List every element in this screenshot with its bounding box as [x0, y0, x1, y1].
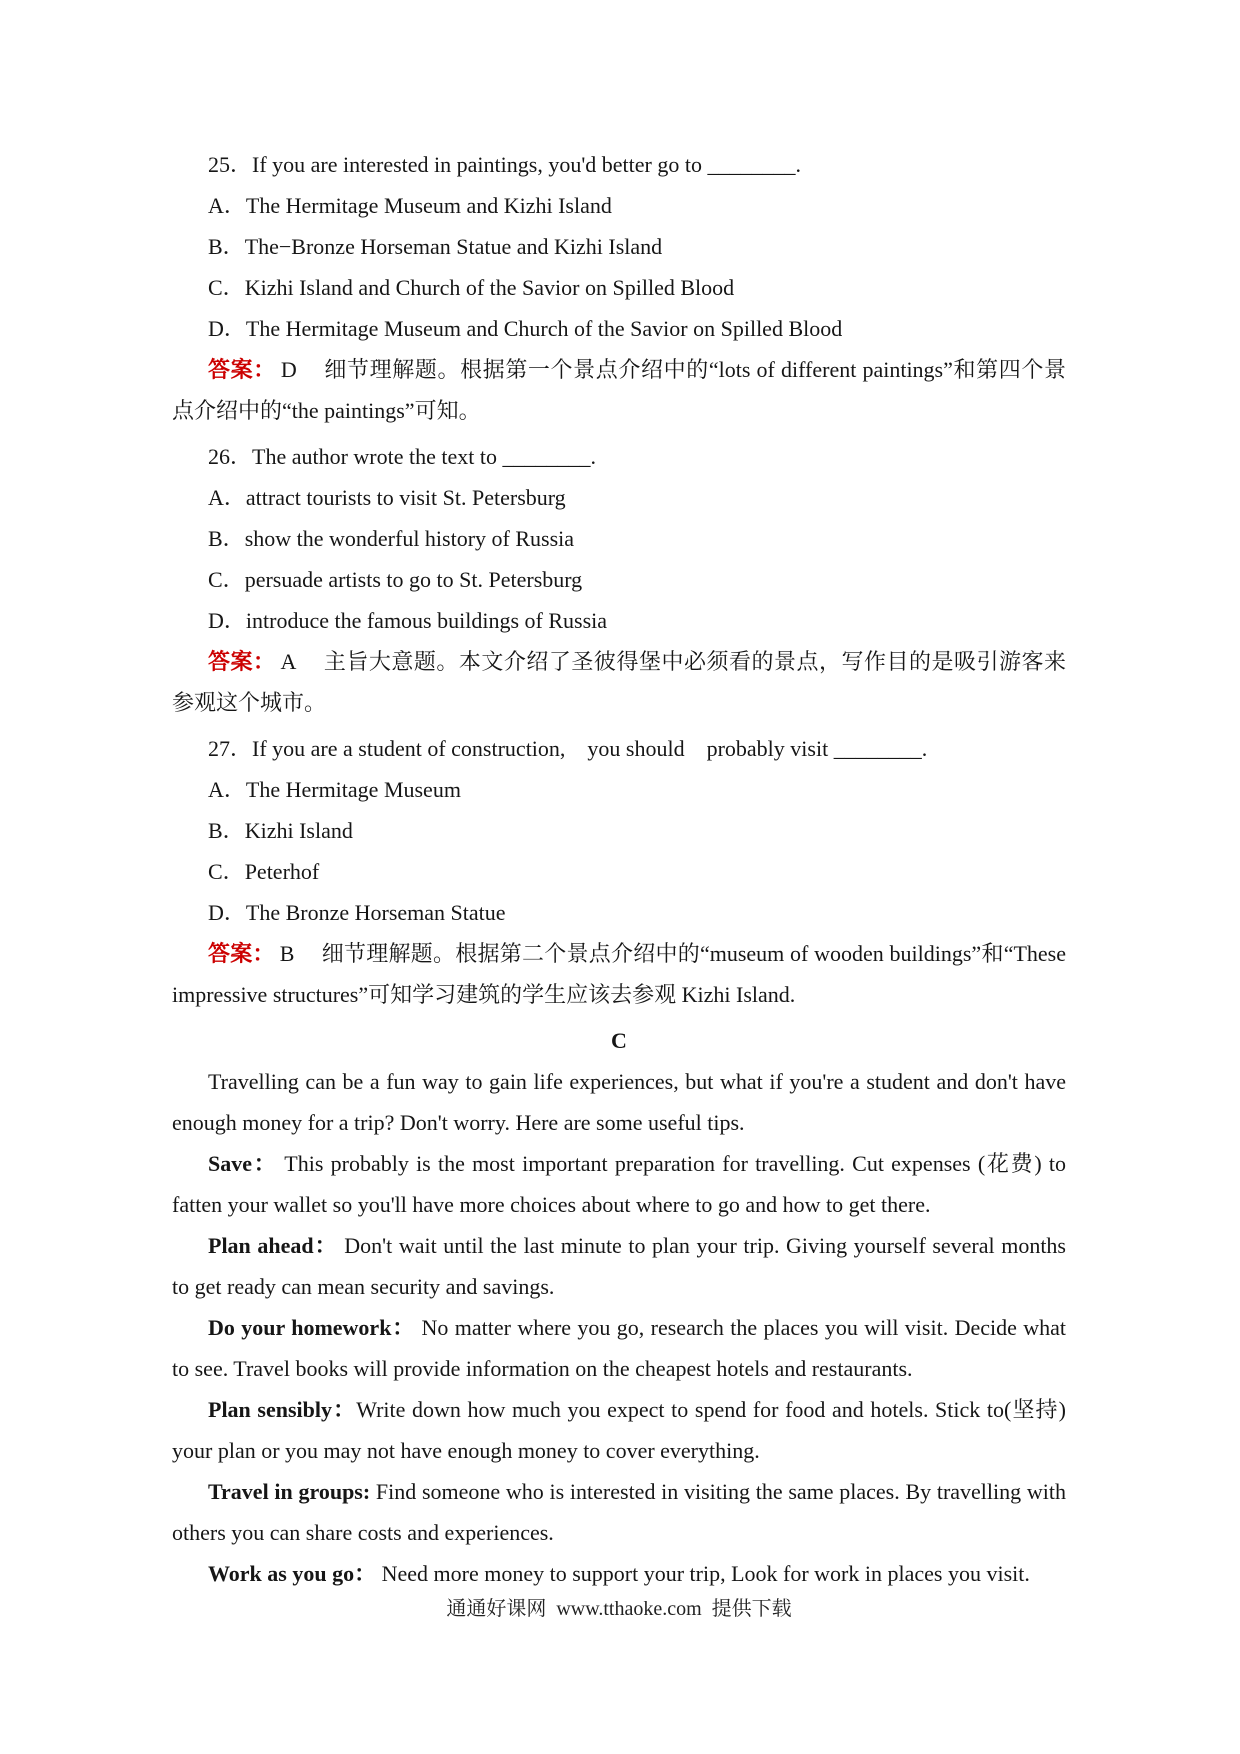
passage-tip-plan-ahead [172, 1225, 1066, 1307]
answer-line [172, 933, 1066, 1015]
option-label: B． [208, 526, 245, 551]
option-d [172, 600, 1066, 641]
option-c [172, 267, 1066, 308]
option-text: The Hermitage Museum and Church of the Savior on Spilled Blood [245, 316, 843, 341]
passage-tip-work-as-you-go [172, 1553, 1066, 1594]
paragraph-text: Travelling can be a fun way to gain life experiences, but what if you're a student and don't have enough money for a trip? Don't worry. Here are some useful tips. [172, 1069, 1066, 1135]
option-label: D． [208, 316, 246, 341]
option-label: D． [208, 900, 246, 925]
answer-line [172, 349, 1066, 431]
option-label: C． [208, 859, 245, 884]
paragraph-text: Write down how much you expect to spend for food and hotels. Stick to(坚持) your plan or you may not have enough money to cover everything. [172, 1397, 1067, 1463]
passage-intro-paragraph [172, 1061, 1066, 1143]
answer-line [172, 641, 1066, 723]
option-b [172, 810, 1066, 851]
option-b [172, 518, 1066, 559]
option-label: A． [208, 193, 246, 218]
option-label: D． [208, 608, 246, 633]
question-27 [172, 728, 1066, 1015]
question-26 [172, 436, 1066, 723]
passage-tip-travel-groups [172, 1471, 1066, 1553]
option-a [172, 185, 1066, 226]
option-text: show the wonderful history of Russia [244, 526, 575, 551]
question-stem-text: If you are interested in paintings, you'd better go to ________. [252, 152, 801, 177]
answer-explanation: 主旨大意题。本文介绍了圣彼得堡中必须看的景点，写作目的是吸引游客来参观这个城市。 [172, 649, 1066, 715]
option-label: C． [208, 567, 245, 592]
passage-tip-plan-sensibly [172, 1389, 1066, 1471]
option-text: Kizhi Island [244, 818, 353, 843]
option-text: The−Bronze Horseman Statue and Kizhi Island [244, 234, 663, 259]
answer-label: 答案： [208, 357, 276, 382]
question-stem [172, 144, 1066, 185]
option-label: B． [208, 818, 245, 843]
passage-tip-homework [172, 1307, 1066, 1389]
option-text: The Hermitage Museum and Kizhi Island [245, 193, 612, 218]
question-stem [172, 728, 1066, 769]
option-text: introduce the famous buildings of Russia [245, 608, 608, 633]
tip-label: Save： [208, 1151, 278, 1176]
passage-section-c [172, 1020, 1066, 1594]
question-number: 27． [208, 736, 253, 761]
tip-label: Plan ahead： [208, 1233, 338, 1258]
option-d [172, 308, 1066, 349]
option-text: The Bronze Horseman Statue [245, 900, 506, 925]
tip-label: Do your homework： [208, 1315, 416, 1340]
option-a [172, 477, 1066, 518]
answer-explanation: 细节理解题。根据第二个景点介绍中的“museum of wooden buildings”和“These impressive structures”可知学习建筑的学生应该去参观 Kizhi Island. [172, 941, 1066, 1007]
page-footer: 通通好课网 www.tthaoke.com 提供下载 [446, 1598, 792, 1620]
option-text: attract tourists to visit St. Petersburg [245, 485, 566, 510]
tip-label: Plan sensibly： [208, 1397, 357, 1422]
question-number: 25． [208, 152, 253, 177]
question-number: 26． [208, 444, 253, 469]
tip-label: Travel in groups: [208, 1479, 371, 1504]
question-stem [172, 436, 1066, 477]
option-label: B． [208, 234, 245, 259]
option-text: Peterhof [244, 859, 320, 884]
option-text: Kizhi Island and Church of the Savior on Spilled Blood [244, 275, 735, 300]
question-stem-text: The author wrote the text to ________. [252, 444, 596, 469]
option-c [172, 559, 1066, 600]
paragraph-text: Find someone who is interested in visiting the same places. By travelling with others you can share costs and experiences. [172, 1479, 1066, 1545]
paragraph-text: This probably is the most important preparation for travelling. Cut expenses (花费) to fatten your wallet so you'll have more choices about where to go and how to get there. [172, 1151, 1066, 1217]
answer-label: 答案： [208, 941, 275, 966]
question-25 [172, 144, 1066, 431]
paragraph-text: No matter where you go, research the places you will visit. Decide what to see. Travel books will provide information on the cheapest hotels and restaurants. [172, 1315, 1066, 1381]
answer-label: 答案： [208, 649, 276, 674]
answer-explanation: 细节理解题。根据第一个景点介绍中的“lots of different paintings”和第四个景点介绍中的“the paintings”可知。 [172, 357, 1066, 423]
option-c [172, 851, 1066, 892]
option-text: The Hermitage Museum [245, 777, 461, 802]
option-label: A． [208, 485, 246, 510]
option-label: C． [208, 275, 245, 300]
option-d [172, 892, 1066, 933]
tip-label: Work as you go： [208, 1561, 377, 1586]
answer-letter: B [279, 941, 295, 966]
option-b [172, 226, 1066, 267]
answer-letter: A [280, 649, 297, 674]
answer-letter: D [280, 357, 297, 382]
paragraph-text: Don't wait until the last minute to plan your trip. Giving yourself several months to get ready can mean security and savings. [172, 1233, 1066, 1299]
passage-tip-save [172, 1143, 1066, 1225]
question-stem-text: If you are a student of construction, you should probably visit ________. [252, 736, 928, 761]
option-text: persuade artists to go to St. Petersburg [244, 567, 583, 592]
paragraph-text: Need more money to support your trip, Look for work in places you visit. [376, 1561, 1030, 1586]
option-label: A． [208, 777, 246, 802]
section-header: C [611, 1028, 627, 1053]
option-a [172, 769, 1066, 810]
